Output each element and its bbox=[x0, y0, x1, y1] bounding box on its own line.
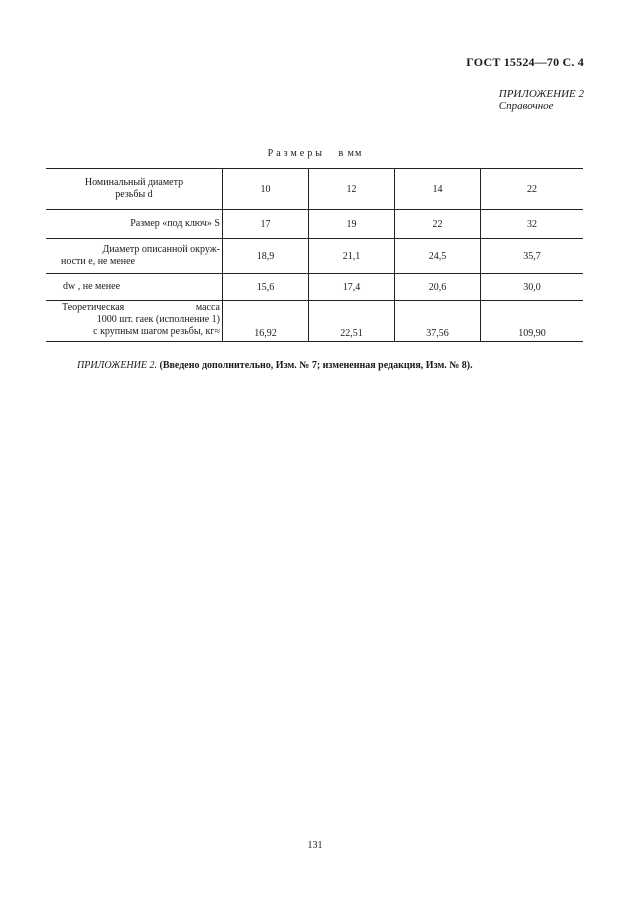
dimensions-table bbox=[46, 168, 583, 342]
row-label-cell: Размер «под ключ» S bbox=[46, 210, 223, 239]
value-cell: 22 bbox=[395, 210, 481, 239]
header-diameter-cell: 10 bbox=[223, 169, 309, 210]
amendment-note bbox=[77, 360, 473, 371]
value-cell: 17 bbox=[223, 210, 309, 239]
header-diameter-cell: 22 bbox=[481, 169, 584, 210]
row-label-cell: Теоретическая масса 1000 шт. гаек (исполнение 1) с крупным шагом резьбы, кг≈ bbox=[46, 301, 223, 342]
caption-unit: в мм bbox=[338, 148, 363, 159]
value-cell: 17,4 bbox=[309, 274, 395, 301]
document-header: ГОСТ 15524—70 С. 4 bbox=[466, 55, 584, 69]
value-cell: 24,5 bbox=[395, 239, 481, 274]
table-row bbox=[46, 301, 583, 342]
table-row bbox=[46, 239, 583, 274]
row-label-cell: dw , не менее bbox=[46, 274, 223, 301]
appendix-label-block bbox=[499, 88, 584, 112]
appendix-sublabel: Справочное bbox=[498, 100, 554, 112]
table-header-row bbox=[46, 169, 583, 210]
value-cell: 22,51 bbox=[309, 301, 395, 342]
page-number: 131 bbox=[307, 840, 323, 851]
note-lead: ПРИЛОЖЕНИЕ 2. bbox=[77, 360, 157, 371]
header-diameter-cell: 14 bbox=[395, 169, 481, 210]
value-cell: 18,9 bbox=[223, 239, 309, 274]
value-cell: 109,90 bbox=[481, 301, 584, 342]
value-cell: 15,6 bbox=[223, 274, 309, 301]
appendix-label: ПРИЛОЖЕНИЕ 2 bbox=[498, 88, 584, 100]
value-cell: 30,0 bbox=[481, 274, 584, 301]
value-cell: 16,92 bbox=[223, 301, 309, 342]
table-caption bbox=[0, 148, 630, 159]
header-diameter-cell: 12 bbox=[309, 169, 395, 210]
value-cell: 37,56 bbox=[395, 301, 481, 342]
value-cell: 32 bbox=[481, 210, 584, 239]
row-label-cell: Диаметр описанной окруж- ности е, не менее bbox=[46, 239, 223, 274]
value-cell: 20,6 bbox=[395, 274, 481, 301]
table-row bbox=[46, 210, 583, 239]
value-cell: 19 bbox=[309, 210, 395, 239]
value-cell: 21,1 bbox=[309, 239, 395, 274]
table-row bbox=[46, 274, 583, 301]
note-text: (Введено дополнительно, Изм. № 7; измененная редакция, Изм. № 8). bbox=[159, 360, 473, 371]
caption-text: Размеры bbox=[267, 148, 325, 159]
header-label-cell: Номинальный диаметр резьбы d bbox=[46, 169, 223, 210]
value-cell: 35,7 bbox=[481, 239, 584, 274]
